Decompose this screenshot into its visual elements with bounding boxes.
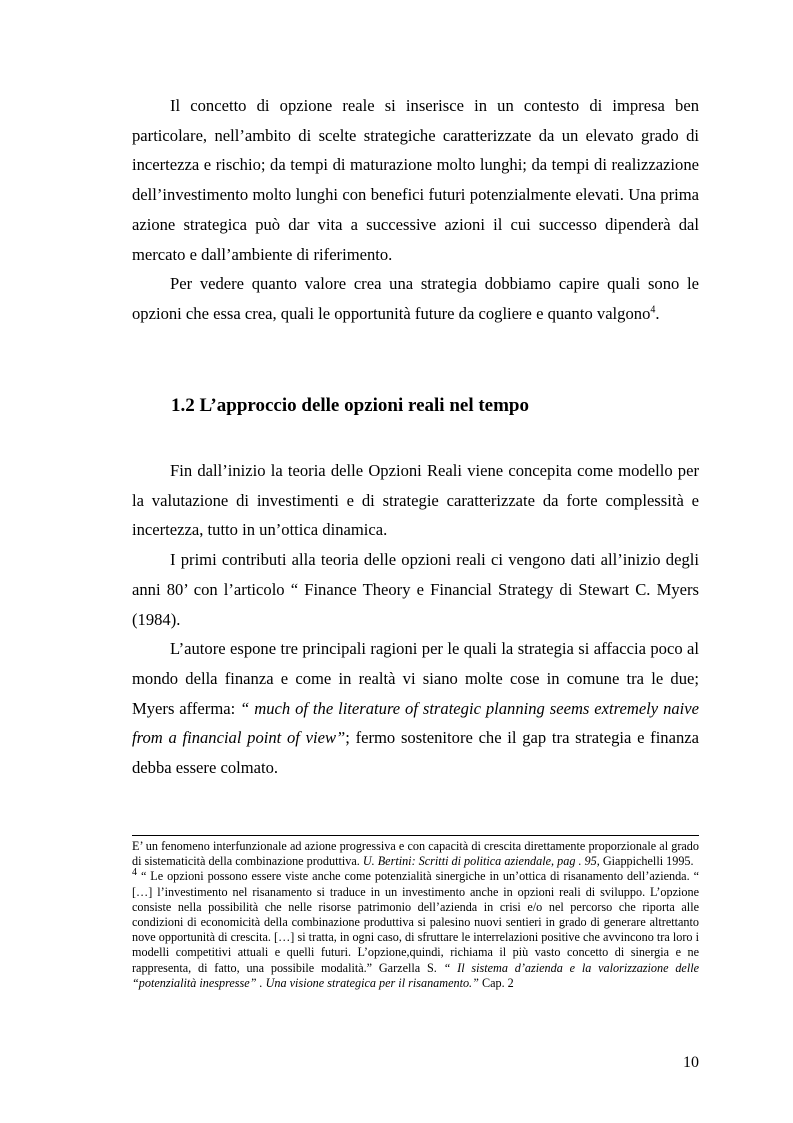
section-heading: 1.2 L’approccio delle opzioni reali nel tempo xyxy=(171,395,530,416)
footnote-citation: U. Bertini: Scritti di politica aziendale, pag . 95, xyxy=(362,854,600,869)
paragraph xyxy=(132,269,699,328)
footnotes xyxy=(132,839,699,991)
paragraph-text: Per vedere quanto valore crea una strategia dobbiamo capire quali sono le opzioni che essa crea, quali le opportunità future da cogliere e quanto valgono xyxy=(132,274,699,323)
footnote-text: E’ un fenomeno interfunzionale ad azione progressiva e con capacità di crescita direttamente proporzionale al grado di sistematicità della combinazione produttiva. xyxy=(132,839,699,869)
paragraph: I primi contributi alla teoria delle opzioni reali ci vengono dati all’inizio degli anni 80’ con l’articolo “ Finance Theory e Financial Strategy di Stewart C. Myers (1984). xyxy=(132,550,699,629)
section-1-text xyxy=(132,91,699,329)
footnote-text: Cap. 2 xyxy=(478,975,514,990)
paragraph xyxy=(132,634,699,783)
quotation: “ much of the literature of strategic planning seems extremely naive from a financial point of view” xyxy=(132,698,699,748)
footnote-citation: “ Il sistema d’azienda e la valorizzazione delle “potenzialità inespresse” . Una visione strategica per il risanamento.” xyxy=(132,960,699,990)
section-2-text xyxy=(132,456,699,783)
paragraph-text: L’autore espone tre principali ragioni per le quali la strategia si affaccia poco al mondo della finanza e come in realtà vi siano molte cose in comune tra le due; Myers afferma: xyxy=(132,639,699,718)
footnote-text: “ Le opzioni possono essere viste anche come potenzialità sinergiche in un’ottica di risanamento dell’azienda. “ […] l’investimento nel risanamento si traduce in un investimento anche in opzioni reali di sviluppo. L’opzione consiste nella possibilità che nelle risorse patrimonio dell’azienda in crisi e/o nel percorso che riporta alle condizioni di economicità della combinazione produttiva si palesino nuovi sentieri in grado di generare altrettanto nove opportunità di crescita. […] si tratta, in ogni caso, di sfruttare le interrelazioni positive che avvincono tra loro i modelli competitivi attuali e quelli futuri. L’opzione,quindi, richiama il più vasto concetto di sinergia e ne rappresenta, di fatto, una possibile modalità.” Garzella S. xyxy=(132,869,699,975)
footnote xyxy=(132,869,699,991)
footnote-marker: 4 xyxy=(132,867,137,879)
paragraph: Il concetto di opzione reale si inserisce in un contesto di impresa ben particolare, nell’ambito di scelte strategiche caratterizzate da un elevato grado di incertezza e rischio; da tempi di maturazione molto lunghi; da tempi di realizzazione dell’investimento molto lunghi con benefici futuri potenzialmente elevati. Una prima azione strategica può dar vita a successive azioni il cui successo dipenderà dal mercato e dall’ambiente di riferimento. xyxy=(132,96,699,264)
paragraph: Fin dall’inizio la teoria delle Opzioni Reali viene concepita come modello per la valutazione di investimenti e di strategie caratterizzate da forte complessità e incertezza, tutto in un’ottica dinamica. xyxy=(132,461,699,540)
footnote xyxy=(132,839,699,869)
footnote-divider xyxy=(132,835,699,836)
footnote-reference: 4 xyxy=(650,304,656,316)
paragraph-text: ; fermo sostenitore che il gap tra strategia e finanza debba essere colmato. xyxy=(132,728,699,778)
footnote-text: Giappichelli 1995. xyxy=(599,854,694,869)
page-number: 10 xyxy=(683,1054,699,1071)
paragraph-end: . xyxy=(655,303,660,323)
